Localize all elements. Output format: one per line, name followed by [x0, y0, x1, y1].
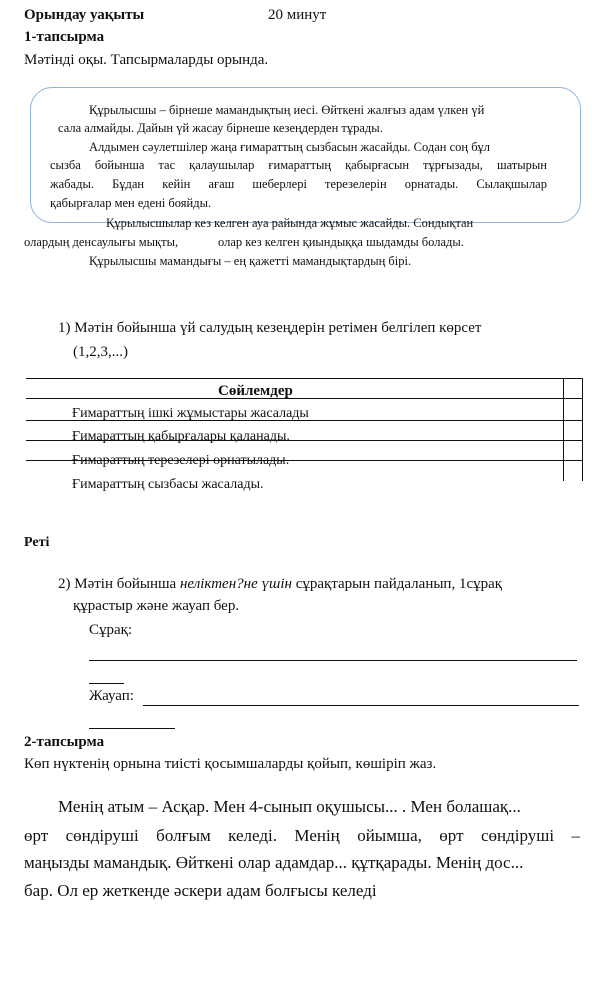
text-line-3: Алдымен сәулетшілер жаңа ғимараттың сызбасын жасайды. Содан соң бұл [89, 140, 491, 154]
table-header: Сөйлемдер [218, 383, 293, 399]
table-line-header [26, 398, 582, 399]
question-answer-line-2[interactable] [89, 683, 124, 684]
text-line-2: сала алмайды. Дайын үй жасау бірнеше кезеңдерден тұрады. [58, 121, 383, 135]
task1-instruction: Мәтінді оқы. Тапсырмаларды орында. [24, 52, 269, 68]
table-right-border [582, 378, 583, 481]
text-line-7: Құрылысшылар кез келген ауа райында жұмыс жасайды. Сондықтан [106, 216, 474, 230]
text-line-4: сызба бойынша тас қалаушылар ғимараттың қабырғасын тұрғызады, шатырын [50, 158, 547, 172]
question-2-line-1 [58, 576, 502, 593]
answer-line-2[interactable] [89, 728, 175, 729]
task2-line-4: бар. Ол ер жеткенде әскери адам болғысы келеді [24, 881, 377, 900]
text-line-10: Құрылысшы мамандығы – ең қажетті мамандықтардың бірі. [89, 254, 412, 268]
table-row-3: Ғимараттың терезелері орнатылады. [72, 453, 290, 468]
text-line-8: олардың денсаулығы мықты, [24, 235, 179, 249]
text-line-5: жабады. Бұдан кейін ағаш шеберлері терезелерін орнатады. Сылақшылар [50, 177, 547, 191]
table-col-divider [563, 378, 564, 481]
answer-label: Жауап: [89, 688, 134, 704]
task1-title: 1-тапсырма [24, 29, 105, 45]
question-answer-line-1[interactable] [89, 660, 577, 661]
task2-line-3: маңызды мамандық. Өйткені олар адамдар... құтқарады. Менің дос... [24, 853, 524, 872]
table-row-1: Ғимараттың ішкі жұмыстары жасалады [72, 406, 309, 421]
question-2-suffix: сұрақтарын пайдаланып, 1сұрақ [291, 576, 503, 592]
table-row-2: Ғимараттың қабырғалары қаланады. [72, 429, 290, 444]
question-label: Сұрақ: [89, 622, 133, 638]
answer-line-1[interactable] [143, 705, 579, 706]
task2-instruction: Көп нүктенің орнына тиісті қосымшаларды қойып, көшіріп жаз. [24, 756, 437, 772]
time-label: Орындау уақыты [24, 7, 145, 23]
task2-line-2: өрт сөндіруші болғым келеді. Менің ойымша, өрт сөндіруші – [24, 826, 580, 845]
time-value: 20 минут [268, 7, 327, 23]
text-line-9: олар кез келген қиындыққа шыдамды болады. [218, 235, 464, 249]
question-2-italic: неліктен?не үшін [179, 576, 292, 592]
question-2-line-2: құрастыр және жауап бер. [73, 598, 240, 614]
table-line-top [26, 378, 582, 379]
task2-line-1: Менің атым – Асқар. Мен 4-сынып оқушысы... . Мен болашақ... [58, 797, 521, 816]
order-label: Реті [24, 535, 50, 550]
text-line-6: қабырғалар мен едені бояйды. [50, 196, 212, 210]
question-1-line-2: (1,2,3,...) [73, 344, 128, 360]
task2-title: 2-тапсырма [24, 734, 105, 750]
question-1-line-1: 1) Мәтін бойынша үй салудың кезеңдерін ретімен белгілеп көрсет [58, 320, 482, 336]
text-line-1: Құрылысшы – бірнеше мамандықтың иесі. Өйткені жалғыз адам үлкен үй [89, 103, 485, 117]
question-2-prefix: 2) Мәтін бойынша [58, 576, 180, 592]
table-row-4: Ғимараттың сызбасы жасалады. [72, 477, 264, 492]
